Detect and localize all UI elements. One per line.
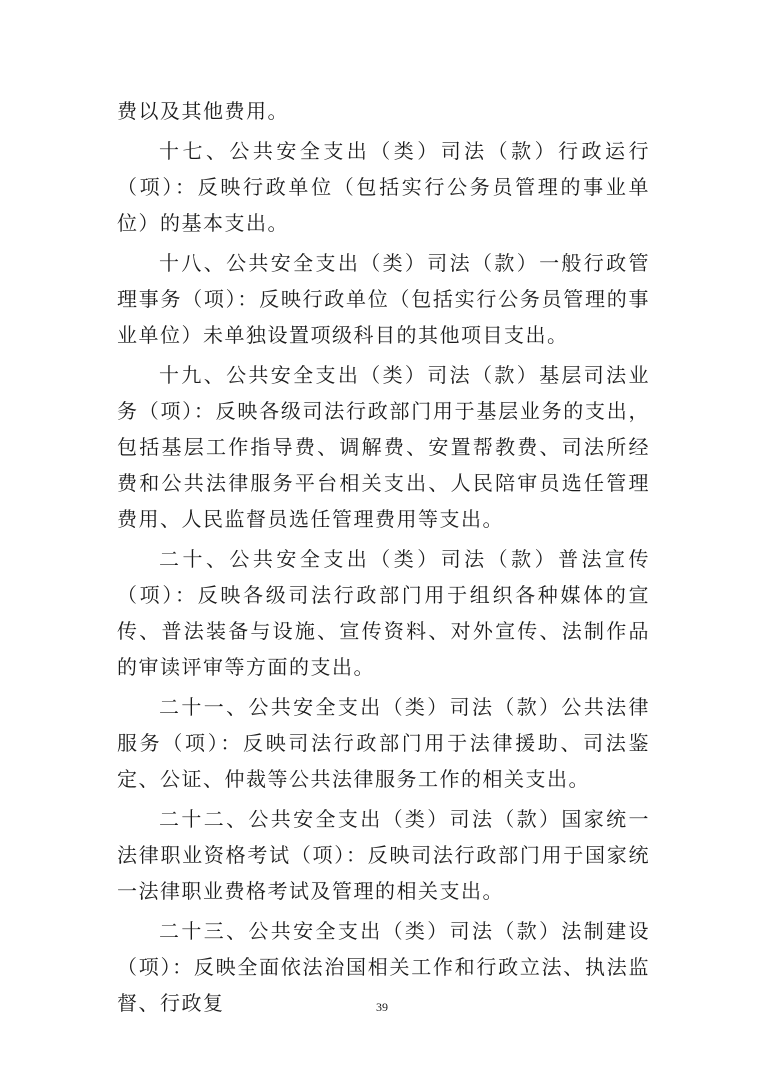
paragraph-item-23: 二十三、公共安全支出（类）司法（款）法制建设（项）：反映全面依法治国相关工作和行政立法、执法监督、行政复: [117, 919, 650, 1015]
page-number: 39: [376, 1000, 388, 1014]
document-body: [117, 93, 650, 1025]
paragraph-item-17: 十七、公共安全支出（类）司法（款）行政运行（项）：反映行政单位（包括实行公务员管理的事业单位）的基本支出。: [117, 139, 650, 235]
paragraph-item-19: 十九、公共安全支出（类）司法（款）基层司法业务（项）：反映各级司法行政部门用于基层业务的支出，包括基层工作指导费、调解费、安置帮教费、司法所经费和公共法律服务平台相关支出、人民陪审员选任管理费用、人民监督员选任管理费用等支出。: [117, 363, 650, 531]
paragraph-item-18: 十八、公共安全支出（类）司法（款）一般行政管理事务（项）：反映行政单位（包括实行公务员管理的事业单位）未单独设置项级科目的其他项目支出。: [117, 251, 650, 347]
paragraph-item-21: 二十一、公共安全支出（类）司法（款）公共法律服务（项）：反映司法行政部门用于法律援助、司法鉴定、公证、仲裁等公共法律服务工作的相关支出。: [117, 695, 650, 791]
paragraph-item-22: 二十二、公共安全支出（类）司法（款）国家统一法律职业资格考试（项）：反映司法行政部门用于国家统一法律职业费格考试及管理的相关支出。: [117, 807, 650, 903]
paragraph-continuation: 费以及其他费用。: [117, 99, 289, 123]
paragraph-item-20: 二十、公共安全支出（类）司法（款）普法宣传（项）：反映各级司法行政部门用于组织各种媒体的宣传、普法装备与设施、宣传资料、对外宣传、法制作品的审读评审等方面的支出。: [117, 547, 650, 679]
